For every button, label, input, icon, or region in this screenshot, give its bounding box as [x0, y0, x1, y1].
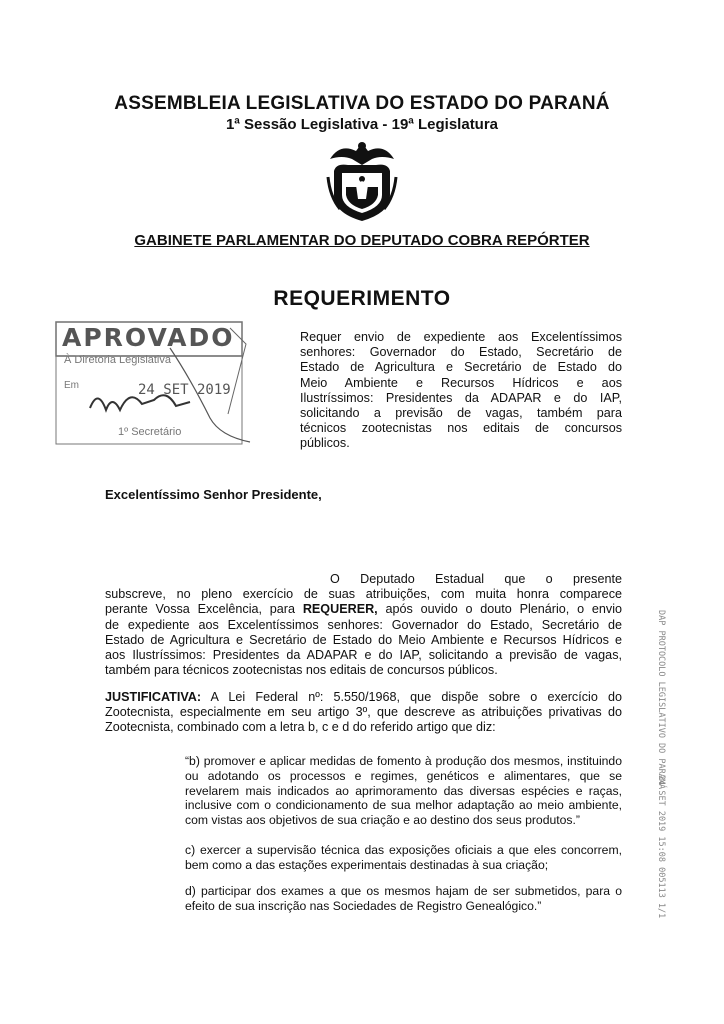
quote-line: “b) promover e aplicar medidas de fomento à produção dos mesmos, instituindo [185, 754, 622, 768]
protocol-text: DAP PROTOCOLO LEGISLATIVO DO PARANÁ [656, 610, 666, 790]
body-text: após ouvido o douto Plenário, o envio [377, 602, 623, 617]
request-body [105, 572, 622, 678]
justification-label: JUSTIFICATIVA: [105, 690, 202, 704]
body-line: também para técnicos zootecnistas nos editais de concursos públicos. [105, 663, 498, 678]
body-text: perante Vossa Excelência, para [105, 602, 303, 617]
summary-line: Requer envio de expediente aos Excelentíssimos [300, 330, 622, 344]
summary-line: solicitando a previsão de vagas, também para [300, 406, 622, 421]
request-keyword: REQUERER, [302, 602, 378, 617]
body-line: O Deputado Estadual que o presente [330, 572, 622, 586]
summary-line: Meio Ambiente e Recursos Hídricos e aos [300, 375, 622, 390]
quote-line: c) exercer a supervisão técnica das exposições oficiais a que eles concorrem, [185, 843, 622, 857]
assembly-title: ASSEMBLEIA LEGISLATIVA DO ESTADO DO PARANÁ [114, 93, 610, 114]
summary-line: senhores: Governador do Estado, Secretário de [300, 345, 622, 360]
quote-line: efeito de sua inscrição nas Sociedades de Registro Genealógico.” [185, 898, 542, 913]
justification [105, 690, 622, 736]
body-line: Estado de Agricultura e Secretário de Estado do Meio Ambiente e Recursos Hídricos e [105, 632, 622, 647]
body-line: de expediente aos Excelentíssimos senhores: Governador do Estado, Secretário de [105, 617, 622, 632]
quote-line: com vistas aos objetivos de sua criação e ao destino dos seus produtos.” [185, 813, 580, 828]
quote-item-c [185, 843, 622, 873]
summary-line: Estado de Agricultura e Secretário de Estado do [300, 360, 622, 375]
quote-item-b [185, 754, 622, 828]
office-heading: GABINETE PARLAMENTAR DO DEPUTADO COBRA REPÓRTER [134, 232, 590, 249]
quote-line: inclusive com o condicionamento de sua melhor adaptação ao meio ambiente, [185, 798, 622, 813]
stamp-footer: 1º Secretário [118, 426, 182, 438]
justification-text: A Lei Federal nº: 5.550/1968, que dispõe sobre o exercício do [201, 690, 622, 704]
stamp-title: APROVADO [62, 323, 235, 352]
stamp-date: 24 SET 2019 [138, 382, 231, 398]
protocol-stamp-vertical [652, 610, 674, 920]
justification-line: Zootecnista, especialmente em seu artigo 3º, que descreve as atribuições privativas do [105, 705, 622, 720]
stamp-line: À Diretoria Legislativa [64, 354, 171, 366]
quote-line: revelarem mais indicados ao aprimoramento das diversas espécies e raças, [185, 783, 622, 798]
document-type: REQUERIMENTO [273, 287, 451, 310]
request-summary [300, 330, 622, 452]
summary-line: Ilustríssimos: Presidentes da ADAPAR e do IAP, [300, 390, 622, 405]
summary-line: públicos. [300, 436, 350, 451]
session-subtitle: 1ª Sessão Legislativa - 19ª Legislatura [225, 116, 499, 133]
justification-line [105, 690, 622, 705]
approval-stamp [50, 318, 260, 446]
quote-line: bem como a das estações experimentais destinadas à sua criação; [185, 857, 549, 872]
quote-line: d) participar dos exames a que os mesmos hajam de ser submetidos, para o [185, 884, 622, 898]
body-line: subscreve, no pleno exercício de suas atribuições, com muita honra comparece [105, 587, 622, 602]
justification-line: Zootecnista, combinado com a letra b, c e d do referido artigo que diz: [105, 720, 496, 735]
parana-coat-of-arms [326, 137, 398, 223]
stamp-em-label: Em [64, 380, 79, 391]
protocol-number: 24 SET 2019 15:08 005113 1/1 [656, 775, 666, 919]
quote-line: ou adotando os processos e regimes, genéticos e alimentares, que se [185, 768, 622, 783]
summary-line: técnicos zootecnistas nos editais de concursos [300, 421, 622, 436]
quote-item-d [185, 884, 622, 914]
body-line: aos Ilustríssimos: Presidentes da ADAPAR e do IAP, solicitando a previsão de vagas, [105, 648, 622, 663]
body-line [105, 602, 622, 617]
salutation: Excelentíssimo Senhor Presidente, [105, 487, 322, 502]
